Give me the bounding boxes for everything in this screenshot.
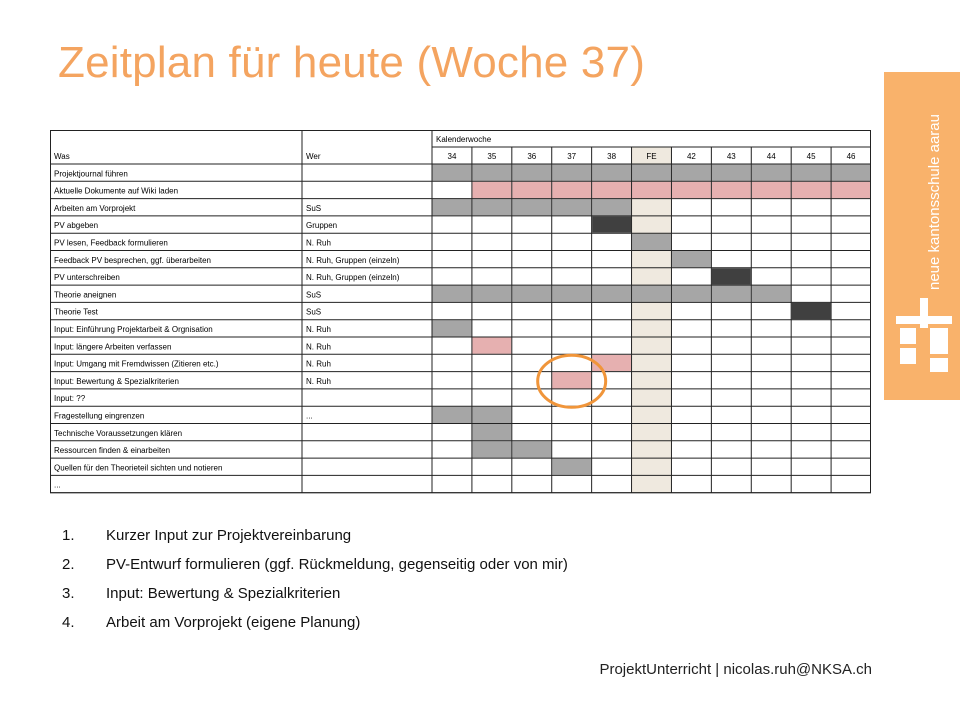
task-label: Aktuelle Dokumente auf Wiki laden xyxy=(54,186,179,196)
schedule-cell xyxy=(792,165,831,181)
schedule-cell xyxy=(552,372,591,388)
schedule-cell xyxy=(512,441,551,457)
schedule-cell xyxy=(512,199,551,215)
schedule-cell xyxy=(632,286,671,302)
responsible-label: N. Ruh, Gruppen (einzeln) xyxy=(306,255,400,265)
week-label: 45 xyxy=(806,152,816,161)
schedule-cell xyxy=(672,165,711,181)
week-label: 42 xyxy=(686,152,696,161)
schedule-cell xyxy=(433,199,472,215)
schedule-cell xyxy=(472,407,511,423)
schedule-cell xyxy=(792,303,831,319)
schedule-cell xyxy=(832,182,871,198)
schedule-cell xyxy=(632,234,671,250)
schedule-cell xyxy=(433,320,472,336)
task-label: PV lesen, Feedback formulieren xyxy=(54,238,168,248)
schedule-cell xyxy=(832,165,871,181)
responsible-label: SuS xyxy=(306,290,322,300)
schedule-cell xyxy=(792,182,831,198)
agenda-list xyxy=(62,526,568,642)
task-label: ... xyxy=(54,480,61,490)
task-label: Theorie Test xyxy=(54,307,98,317)
slide-title: Zeitplan für heute (Woche 37) xyxy=(58,38,646,87)
responsible-label: Gruppen xyxy=(306,221,338,231)
schedule-cell xyxy=(632,182,671,198)
task-label: Ressourcen finden & einarbeiten xyxy=(54,446,171,456)
week-label: 34 xyxy=(447,152,457,161)
schedule-cell xyxy=(472,182,511,198)
week-label: 44 xyxy=(766,152,776,161)
week-label: 35 xyxy=(487,152,497,161)
schedule-cell xyxy=(472,286,511,302)
task-label: Feedback PV besprechen, ggf. überarbeiten xyxy=(54,255,211,265)
task-label: Fragestellung eingrenzen xyxy=(54,411,145,421)
schedule-cell xyxy=(592,286,631,302)
task-label: Input: Bewertung & Spezialkriterien xyxy=(54,376,179,386)
task-label: Projektjournal führen xyxy=(54,169,128,179)
brand-name: neue kantonsschule aarau xyxy=(926,114,943,290)
schedule-cell xyxy=(712,268,751,284)
footer-credit: ProjektUnterricht | nicolas.ruh@NKSA.ch xyxy=(599,661,872,678)
schedule-cell xyxy=(433,165,472,181)
agenda-item: 2. PV-Entwurf formulieren (ggf. Rückmeldung, gegenseitig oder von mir) xyxy=(62,556,568,573)
agenda-item: 3. Input: Bewertung & Spezialkriterien xyxy=(62,585,341,602)
header-wer: Wer xyxy=(306,152,321,161)
task-label: Input: ?? xyxy=(54,394,86,404)
schedule-cell xyxy=(752,182,791,198)
task-label: Input: Einführung Projektarbeit & Orgnisation xyxy=(54,325,213,334)
schedule-cell xyxy=(512,286,551,302)
responsible-label: N. Ruh xyxy=(306,325,331,334)
schedule-cell xyxy=(592,165,631,181)
responsible-label: ... xyxy=(306,411,313,421)
schedule-cell xyxy=(552,182,591,198)
responsible-label: SuS xyxy=(306,307,322,317)
responsible-label: N. Ruh xyxy=(306,238,331,248)
week-label: 46 xyxy=(846,152,856,161)
schedule-cell xyxy=(592,182,631,198)
schedule-cell xyxy=(433,407,472,423)
schedule-cell xyxy=(472,165,511,181)
schedule-cell xyxy=(752,165,791,181)
schedule-cell xyxy=(512,165,551,181)
task-label: PV abgeben xyxy=(54,221,99,231)
schedule-cell xyxy=(552,165,591,181)
week-label: 38 xyxy=(607,152,617,161)
task-label: Technische Voraussetzungen klären xyxy=(54,428,183,438)
schedule-cell xyxy=(752,286,791,302)
week-label: 37 xyxy=(567,152,577,161)
schedule-cell xyxy=(512,182,551,198)
task-label: Arbeiten am Vorprojekt xyxy=(54,203,136,213)
schedule-cell xyxy=(472,338,511,354)
week-label: FE xyxy=(646,152,657,161)
schedule-cell xyxy=(632,165,671,181)
schedule-cell xyxy=(472,424,511,440)
school-logo-icon xyxy=(896,298,952,374)
schedule-cell xyxy=(672,286,711,302)
task-label: Theorie aneignen xyxy=(54,290,117,300)
task-label: PV unterschreiben xyxy=(54,273,120,283)
task-label: Input: Umgang mit Fremdwissen (Zitieren etc.) xyxy=(54,359,219,369)
schedule-cell xyxy=(712,182,751,198)
schedule-cell xyxy=(672,251,711,267)
schedule-cell xyxy=(472,441,511,457)
schedule-cell xyxy=(712,286,751,302)
week-label: 36 xyxy=(527,152,537,161)
responsible-label: N. Ruh xyxy=(306,376,331,386)
schedule-cell xyxy=(592,216,631,232)
schedule-cell xyxy=(712,165,751,181)
schedule-cell xyxy=(592,199,631,215)
schedule-cell xyxy=(472,199,511,215)
agenda-item: 1. Kurzer Input zur Projektvereinbarung xyxy=(62,527,352,544)
schedule-table xyxy=(50,130,871,499)
schedule-cell xyxy=(552,286,591,302)
schedule-cell xyxy=(672,182,711,198)
responsible-label: SuS xyxy=(306,203,322,213)
responsible-label: N. Ruh xyxy=(306,342,331,352)
schedule-cell xyxy=(433,286,472,302)
responsible-label: N. Ruh xyxy=(306,359,331,369)
header-kalenderwoche: Kalenderwoche xyxy=(436,135,492,144)
header-was: Was xyxy=(54,152,70,161)
week-label: 43 xyxy=(726,152,736,161)
agenda-item: 4. Arbeit am Vorprojekt (eigene Planung) xyxy=(62,614,361,631)
schedule-cell xyxy=(552,199,591,215)
schedule-cell xyxy=(552,459,591,475)
responsible-label: N. Ruh, Gruppen (einzeln) xyxy=(306,273,400,283)
task-label: Input: längere Arbeiten verfassen xyxy=(54,342,172,352)
task-label: Quellen für den Theorieteil sichten und notieren xyxy=(54,463,223,473)
